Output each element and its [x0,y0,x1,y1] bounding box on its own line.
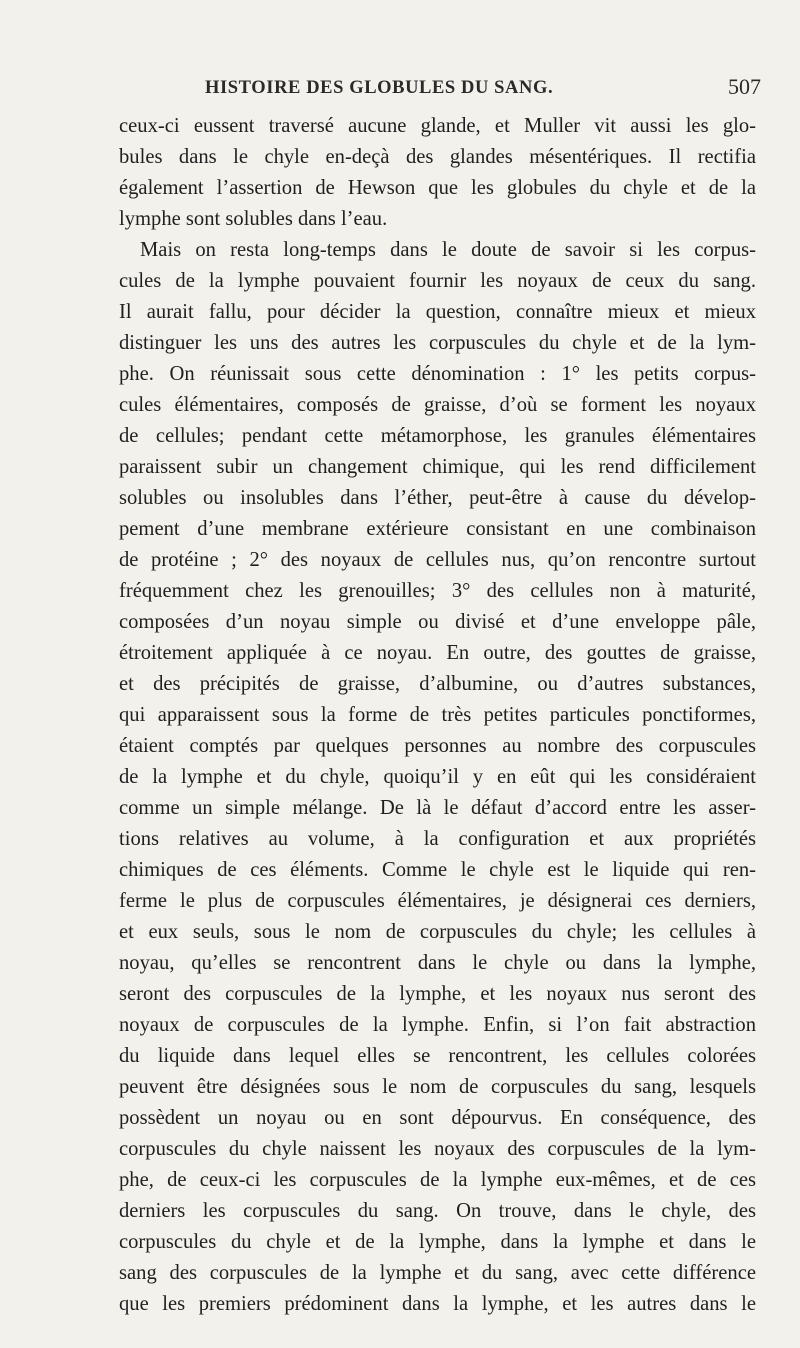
text-line: chimiques de ces éléments. Comme le chyle est le liquide qui ren- [119,859,756,881]
text-line: également l’assertion de Hewson que les globules du chyle et de la [119,177,756,199]
text-line: seront des corpuscules de la lymphe, et les noyaux nus seront des [119,983,756,1005]
text-line: composées d’un noyau simple ou divisé et d’une enveloppe pâle, [119,611,756,633]
text-line: sang des corpuscules de la lymphe et du sang, avec cette différence [119,1262,756,1284]
text-line: phe. On réunissait sous cette dénomination : 1° les petits corpus- [119,363,756,385]
text-line: tions relatives au volume, à la configuration et aux propriétés [119,828,756,850]
text-line: bules dans le chyle en-deçà des glandes mésentériques. Il rectifia [119,146,756,168]
text-line: phe, de ceux-ci les corpuscules de la lymphe eux-mêmes, et de ces [119,1169,756,1191]
text-line: peuvent être désignées sous le nom de corpuscules du sang, lesquels [119,1076,756,1098]
text-line: ferme le plus de corpuscules élémentaires, je désignerai ces derniers, [119,890,756,912]
text-line: du liquide dans lequel elles se rencontrent, les cellules colorées [119,1045,756,1067]
text-line: cules élémentaires, composés de graisse, d’où se forment les noyaux [119,394,756,416]
text-line: derniers les corpuscules du sang. On trouve, dans le chyle, des [119,1200,756,1222]
text-line: et eux seuls, sous le nom de corpuscules du chyle; les cellules à [119,921,756,943]
text-line: solubles ou insolubles dans l’éther, peut-être à cause du dévelop- [119,487,756,509]
text-line: étaient comptés par quelques personnes au nombre des corpuscules [119,735,756,757]
text-line: qui apparaissent sous la forme de très petites particules ponctiformes, [119,704,756,726]
text-line: Mais on resta long-temps dans le doute de savoir si les corpus- [140,239,756,261]
text-line: fréquemment chez les grenouilles; 3° des cellules non à maturité, [119,580,756,602]
text-line: ceux-ci eussent traversé aucune glande, et Muller vit aussi les glo- [119,115,756,137]
page-number: 507 [728,74,761,99]
text-line: étroitement appliquée à ce noyau. En outre, des gouttes de graisse, [119,642,756,664]
text-line: que les premiers prédominent dans la lymphe, et les autres dans le [119,1293,756,1315]
text-line: possèdent un noyau ou en sont dépourvus. En conséquence, des [119,1107,756,1129]
text-line: Il aurait fallu, pour décider la question, connaître mieux et mieux [119,301,756,323]
text-line: pement d’une membrane extérieure consistant en une combinaison [119,518,756,540]
text-line: paraissent subir un changement chimique, qui les rend difficilement [119,456,756,478]
running-title: HISTOIRE DES GLOBULES DU SANG. [205,78,554,98]
text-line: de la lymphe et du chyle, quoiqu’il y en eût qui les considéraient [119,766,756,788]
text-line: cules de la lymphe pouvaient fournir les noyaux de ceux du sang. [119,270,756,292]
text-line: distinguer les uns des autres les corpuscules du chyle et de la lym- [119,332,756,354]
text-line: de protéine ; 2° des noyaux de cellules nus, qu’on rencontre surtout [119,549,756,571]
text-line: corpuscules du chyle et de la lymphe, dans la lymphe et dans le [119,1231,756,1253]
text-line: comme un simple mélange. De là le défaut d’accord entre les asser- [119,797,756,819]
text-line: noyau, qu’elles se rencontrent dans le chyle ou dans la lymphe, [119,952,756,974]
text-line: de cellules; pendant cette métamorphose, les granules élémentaires [119,425,756,447]
text-line: corpuscules du chyle naissent les noyaux des corpuscules de la lym- [119,1138,756,1160]
text-line: lymphe sont solubles dans l’eau. [119,208,388,230]
text-line: noyaux de corpuscules de la lymphe. Enfin, si l’on fait abstraction [119,1014,756,1036]
text-line: et des précipités de graisse, d’albumine, ou d’autres substances, [119,673,756,695]
